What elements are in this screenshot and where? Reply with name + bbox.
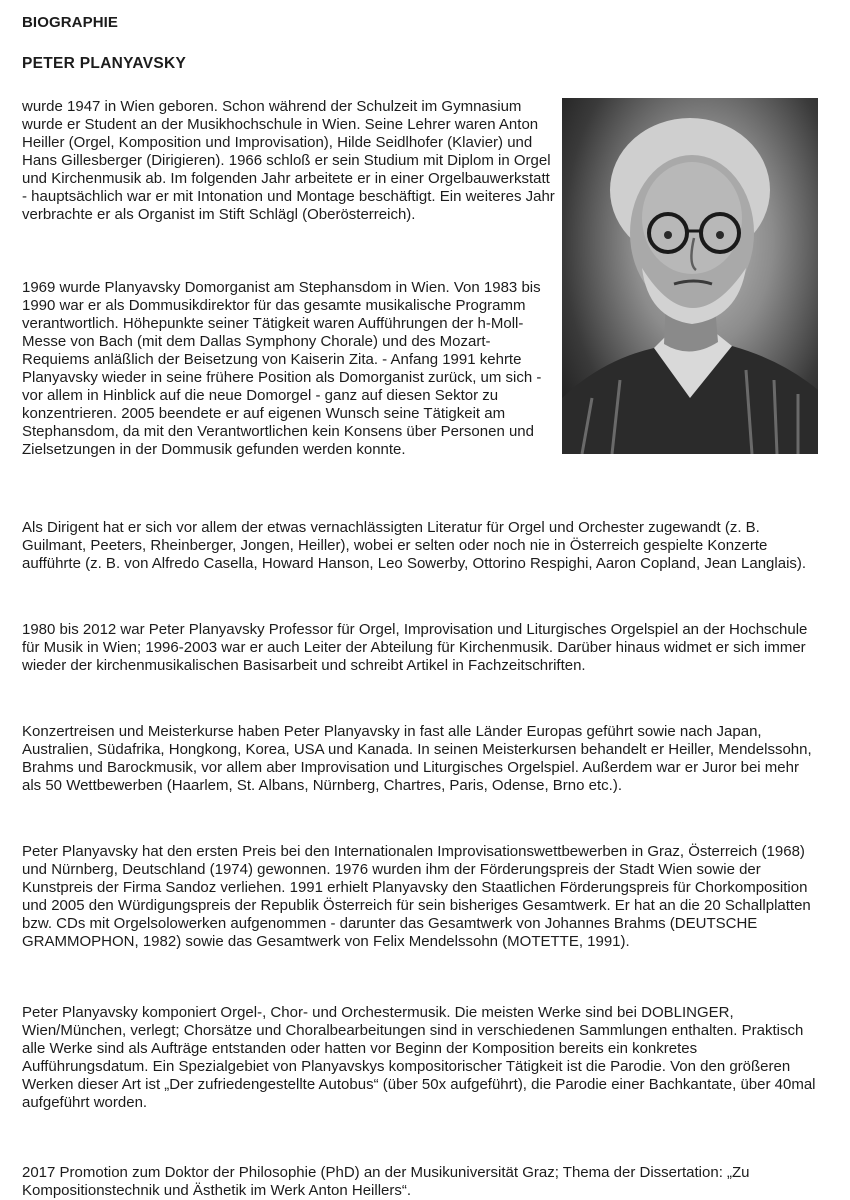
paragraph-doctorate: 2017 Promotion zum Doktor der Philosophie (PhD) an der Musikuniversität Graz; Thema der Dissertation: „Zu Kompositionstechnik und Ästhetik im Werk Anton Heillers“.: [22, 1164, 750, 1199]
portrait-photo: [562, 98, 818, 454]
paragraph-compositions: Peter Planyavsky komponiert Orgel-, Chor- und Orchestermusik. Die meisten Werke sind bei DOBLINGER, Wien/München, verlegt; Chorsätze und Choralbearbeitungen sind in verschiedenen Sammlungen enthalten. Praktisch alle Werke sind als Aufträge entstanden oder hatten vor Beginn der Komposition bereits ein konkretes Aufführungsdatum. Ein Spezialgebiet von Planyavskys kompositorischer Tätigkeit ist die Parodie. Von den größeren Werken dieser Art ist „Der zufriedengestellte Autobus“ (über 50x aufgeführt), die Parodie einer Bachkantate, über 40mal aufgeführt worden.: [22, 1004, 816, 1111]
paragraph-cathedral-organist: 1969 wurde Planyavsky Domorganist am Stephansdom in Wien. Von 1983 bis 1990 war er als Dommusikdirektor für das gesamte musikalische Programm verantwortlich. Höhepunkte seiner Tätigkeit waren Aufführungen der h-Moll-Messe von Bach (mit dem Dallas Symphony Chorale) und des Mozart-Requiems anläßlich der Beisetzung von Kaiserin Zita. - Anfang 1991 kehrte Planyavsky wieder in seine frühere Position als Domorganist zurück, um sich - vor allem in Hinblick auf die neue Domorgel - ganz auf diesen Sektor zu konzentrieren. 2005 beendete er auf eigenen Wunsch seine Tätigkeit am Stephansdom, da mit den Verantwortlichen kein Konsens über Personen und Zielsetzungen in der Dommusik gefunden werden konnte.: [22, 279, 542, 458]
section-label: BIOGRAPHIE: [22, 14, 119, 31]
paragraph-early-life: wurde 1947 in Wien geboren. Schon während der Schulzeit im Gymnasium wurde er Student an der Musikhochschule in Wien. Seine Lehrer waren Anton Heiller (Orgel, Komposition und Improvisation), Hilde Seidlhofer (Klavier) und Hans Gillesberger (Dirigieren). 1966 schloß er sein Studium mit Diplom in Orgel und Kirchenmusik ab. Im folgenden Jahr arbeitete er in einer Orgelbauwerkstatt - hauptsächlich war er mit Intonation und Montage beschäftigt. Ein weiteres Jahr verbrachte er als Organist im Stift Schlägl (Oberösterreich).: [22, 98, 555, 223]
paragraph-awards: Peter Planyavsky hat den ersten Preis bei den Internationalen Improvisationswettbewerben in Graz, Österreich (1968) und Nürnberg, Deutschland (1974) gewonnen. 1976 wurden ihm der Förderungspreis der Stadt Wien sowie der Kunstpreis der Firma Sandoz verliehen. 1991 erhielt Planyavsky den Staatlichen Förderungspreis für Chorkomposition und 2005 den Würdigungspreis der Republik Österreich für sein bisheriges Gesamtwerk. Er hat an die 20 Schallplatten bzw. CDs mit Orgelsolowerken aufgenommen - darunter das Gesamtwerk von Johannes Brahms (DEUTSCHE GRAMMOPHON, 1982) sowie das Gesamtwerk von Felix Mendelssohn (MOTETTE, 1991).: [22, 843, 811, 950]
paragraph-professor: 1980 bis 2012 war Peter Planyavsky Professor für Orgel, Improvisation und Liturgisches Orgelspiel an der Hochschule für Musik in Wien; 1996-2003 war er auch Leiter der Abteilung für Kirchenmusik. Darüber hinaus widmet er sich immer wieder der kirchenmusikalischen Basisarbeit und schreibt Artikel in Fachzeitschriften.: [22, 621, 808, 674]
paragraph-concert-tours: Konzertreisen und Meisterkurse haben Peter Planyavsky in fast alle Länder Europas geführt sowie nach Japan, Australien, Südafrika, Hongkong, Korea, USA und Kanada. In seinen Meisterkursen behandelt er Heiller, Mendelssohn, Brahms und Barockmusik, vor allem aber Improvisation und Liturgisches Orgelspiel. Außerdem war er Juror bei mehr als 50 Wettbewerben (Haarlem, St. Albans, Nürnberg, Chartres, Paris, Odense, Brno etc.).: [22, 723, 812, 794]
paragraph-conductor: Als Dirigent hat er sich vor allem der etwas vernachlässigten Literatur für Orgel und Orchester zugewandt (z. B. Guilmant, Peeters, Rheinberger, Jongen, Heiller), wobei er selten oder noch nie in Österreich gespielte Konzerte aufführte (z. B. von Alfredo Casella, Howard Hanson, Leo Sowerby, Ottorino Respighi, Aaron Copland, Jean Langlais).: [22, 519, 807, 572]
person-name-heading: PETER PLANYAVSKY: [22, 55, 187, 72]
portrait-icon: [562, 98, 818, 454]
